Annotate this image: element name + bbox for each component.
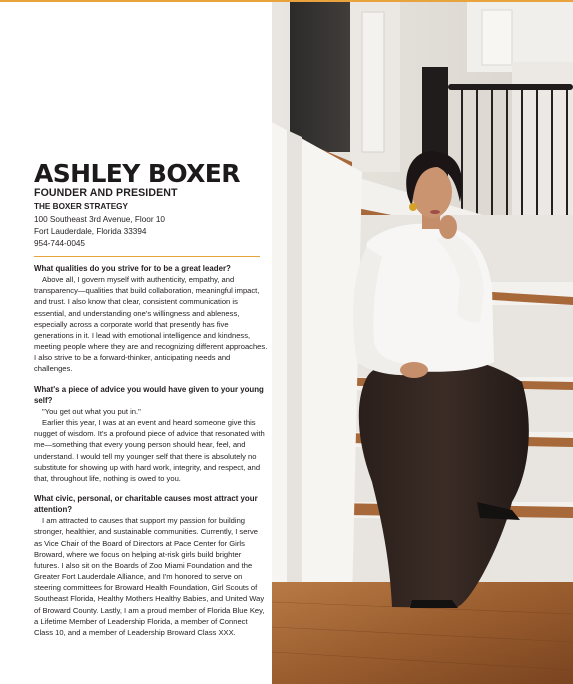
interview-body (34, 263, 268, 638)
question-3: What civic, personal, or charitable causes most attract your attention? (34, 493, 258, 515)
profile-name: ASHLEY BOXER (34, 159, 240, 188)
answer-2: Earlier this year, I was at an event and heard someone give this nugget of wisdom. It's a profound piece of advice that resonated with me—something that every young person should hear, feel, and understand. I would tell my younger self that there is absolutely no substitute for showing up with hard work, integrity, and respect, and that, throughout life, nothing is owed to you. (34, 418, 265, 483)
question-1: What qualities do you strive for to be a great leader? (34, 264, 231, 273)
portrait-photo (272, 2, 573, 684)
profile-column (0, 0, 272, 684)
phone-number: 954-744-0045 (34, 239, 85, 248)
question-2: What's a piece of advice you would have given to your young self? (34, 384, 264, 405)
profile-title: FOUNDER AND PRESIDENT (34, 187, 178, 199)
address-line-2: Fort Lauderdale, Florida 33394 (34, 227, 147, 236)
profile-company: THE BOXER STRATEGY (34, 202, 129, 211)
answer-3: I am attracted to causes that support my passion for building stronger, healthier, and sustainable communities. Currently, I serve as Vice Chair of the Board of Directors at Pace Center for Girls Broward, where we focus on helping at-risk girls build brighter futures. I also sit on the Boards of Zoo Miami Foundation and the Greater Fort Lauderdale Alliance, and I'm honored to serve on steering committees for Broward Health Foundation, Girl Scouts of Southeast Florida, Healthy Mothers Healthy Babies, and United Way of Broward County. Lastly, I am a proud member of Florida Blue Key, a Lifetime Member of Leadership Florida, a member of Connect Class 10, and a member of Leadership Broward Class XXX. (34, 516, 265, 637)
address-line-1: 100 Southeast 3rd Avenue, Floor 10 (34, 215, 165, 224)
answer-1: Above all, I govern myself with authenticity, empathy, and transparency—qualities that build collaboration, meaningful impact, and trust. I also know that clear, consistent communication is essential, and understanding one's willingness and ableness, especially across a corporate world that presently has five generations in it. I lead with emotional intelligence and kindness, meeting people where they are and recognizing different approaches. I also strive to be a forward-thinker, anticipating needs and challenges. (34, 275, 268, 374)
answer-2-quote: "You get out what you put in." (42, 406, 141, 416)
section-divider (34, 256, 260, 257)
